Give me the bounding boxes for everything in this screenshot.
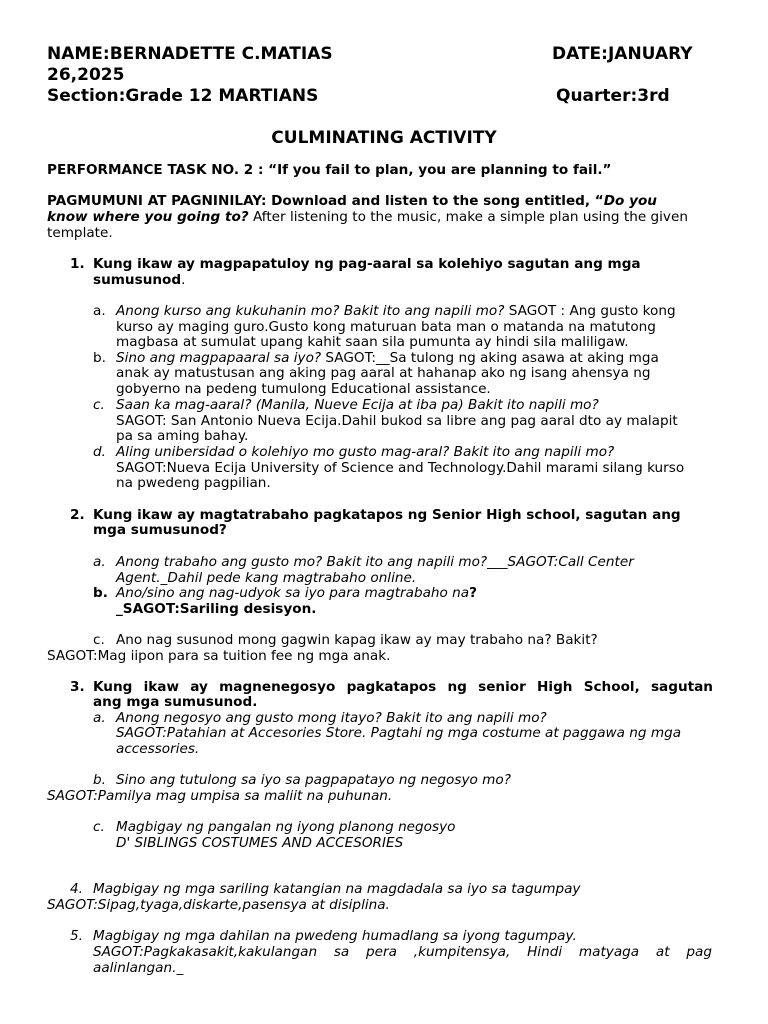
q3-word: magnenegosyo <box>219 679 336 695</box>
q3-word: senior <box>478 679 526 695</box>
q1a-line-1 <box>116 304 676 320</box>
q3-word: School, <box>583 679 640 695</box>
q5-word: ,kumpitensya, <box>413 944 511 960</box>
page-title: CULMINATING ACTIVITY <box>271 128 497 148</box>
q5-question: Magbigay ng mga dahilan na pwedeng humadlang sa iyong tagumpay. <box>93 928 577 944</box>
q5-word: SAGOT:Pagkakasakit,kakulangan <box>93 944 318 960</box>
q5-word: at <box>655 944 670 960</box>
q5-answer-line-2: aalinlangan._ <box>93 960 184 976</box>
q3-word: High <box>537 679 573 695</box>
q2a-letter: a. <box>93 554 106 570</box>
q3a-answer-line-1: SAGOT:Patahian at Accesories Store. Pagtahi ng mga costume at paggawa ng mga <box>116 725 682 741</box>
intro-line-1 <box>47 194 657 210</box>
q1c-letter: c. <box>93 397 105 413</box>
q3b-letter: b. <box>93 772 106 788</box>
q2a-line-1: Anong trabaho ang gusto mo? Bakit ito ang napili mo?___SAGOT:Call Center <box>116 554 634 570</box>
q3a-question: Anong negosyo ang gusto mong itayo? Bakit ito ang napili mo? <box>116 710 547 726</box>
q3a-answer-line-2: accessories. <box>116 741 200 757</box>
q2c-answer: SAGOT:Mag iipon para sa tuition fee ng mga anak. <box>47 648 391 664</box>
q4-question: Magbigay ng mga sariling katangian na magdadala sa iyo sa tagumpay <box>93 881 581 897</box>
q1-question-line-1: Kung ikaw ay magpapatuloy ng pag-aaral sa kolehiyo sagutan ang mga <box>93 256 641 272</box>
q1b-line-3: gobyerno na pedeng tumulong Educational assistance. <box>116 381 491 397</box>
q2-question-line-1: Kung ikaw ay magtatrabaho pagkatapos ng Senior High school, sagutan ang <box>93 507 681 523</box>
q3c-answer: D' SIBLINGS COSTUMES AND ACCESORIES <box>116 835 404 851</box>
q1d-answer-line-2: na pwedeng pagpilian. <box>116 475 271 491</box>
date-label: DATE:JANUARY <box>552 44 693 64</box>
intro-label: PAGMUMUNI AT PAGNINILAY: Download and listen to the song entitled, “ <box>47 193 604 209</box>
q2a-line-2: Agent._Dahil pede kang magtrabaho online. <box>116 570 417 586</box>
intro-song-title: Do you <box>603 193 657 209</box>
q3-word: ng <box>447 679 467 695</box>
q5-word: pag <box>686 944 712 960</box>
q3-word: ay <box>190 679 208 695</box>
q5-number: 5. <box>70 928 83 944</box>
q3c-letter: c. <box>93 819 105 835</box>
performance-task-quote: “If you fail to plan, you are planning to fail.” <box>268 162 612 178</box>
q4-number: 4. <box>70 881 83 897</box>
q3b-question: Sino ang tutulong sa iyo sa pagpapatayo ng negosyo mo? <box>116 772 511 788</box>
q2b-answer: _SAGOT:Sariling desisyon. <box>116 601 317 617</box>
q1b-letter: b. <box>93 350 106 366</box>
intro-song-title-cont: know where you going to? <box>47 209 249 225</box>
intro-instructions: After listening to the music, make a simple plan using the given <box>248 209 688 225</box>
q2-question-line-2: mga sumusunod? <box>93 522 227 538</box>
q3-question-line-2: ang mga sumusunod. <box>93 694 258 710</box>
intro-line-3: template. <box>47 225 113 241</box>
intro-line-2 <box>47 210 688 226</box>
q2-number: 2. <box>70 507 85 523</box>
q5-word: Hindi <box>527 944 563 960</box>
q1c-answer-line-1: SAGOT: San Antonio Nueva Ecija.Dahil bukod sa libre ang pag aaral dto ay malapit <box>116 413 678 429</box>
q1d-letter: d. <box>93 444 106 460</box>
q5-word: pera <box>366 944 397 960</box>
q3-word: Kung <box>93 679 133 695</box>
q2b-question: Ano/sino ang nag-udyok sa iyo para magtrabaho na <box>116 585 470 601</box>
performance-task-label: PERFORMANCE TASK NO. 2 : <box>47 162 264 178</box>
q1d-answer-line-1: SAGOT:Nueva Ecija University of Science and Technology.Dahil marami silang kurso <box>116 460 685 476</box>
q1-number: 1. <box>70 256 85 272</box>
q1c-answer-line-2: pa sa aming bahay. <box>116 428 249 444</box>
q5-word: matyaga <box>578 944 640 960</box>
q1b-line-2: anak ay matustusan ang aking pag aaral at hahanap ako ng isang ahensya ng <box>116 365 651 381</box>
date-continuation: 26,2025 <box>47 65 125 85</box>
q3-word: ikaw <box>143 679 180 695</box>
q1a-line-2: kurso ay maging guro.Gusto kong maturuan bata man o matanda na matutong <box>116 319 656 335</box>
quarter-label: Quarter:3rd <box>556 86 670 106</box>
q3-word: pagkatapos <box>346 679 437 695</box>
q3c-question: Magbigay ng pangalan ng iyong planong negosyo <box>116 819 456 835</box>
q1a-answer: SAGOT : Ang gusto kong <box>504 303 676 319</box>
q4-answer: SAGOT:Sipag,tyaga,diskarte,pasensya at disiplina. <box>47 897 390 913</box>
q5-word: sa <box>333 944 350 960</box>
q2c-question: Ano nag susunod mong gagwin kapag ikaw ay may trabaho na? Bakit? <box>116 632 598 648</box>
section-label: Section:Grade 12 MARTIANS <box>47 86 319 106</box>
q1b-question: Sino ang magpapaaral sa iyo? <box>116 350 322 366</box>
q1a-letter: a. <box>93 303 106 319</box>
q1a-question: Anong kurso ang kukuhanin mo? Bakit ito ang napili mo? <box>116 303 505 319</box>
q3-number: 3. <box>70 679 85 695</box>
q1-question-line-2: sumusunod. <box>93 272 186 288</box>
q1d-question: Aling unibersidad o kolehiyo mo gusto mag-aral? Bakit ito ang napili mo? <box>116 444 615 460</box>
performance-task <box>47 163 611 179</box>
q2c-letter: c. <box>93 632 105 648</box>
student-name: NAME:BERNADETTE C.MATIAS <box>47 44 333 64</box>
q2b-line-1 <box>116 586 477 602</box>
q1a-line-3: magbasa at sumulat upang kahit saan sila pumunta ay hindi sila maliligaw. <box>116 334 629 350</box>
q1c-question: Saan ka mag-aaral? (Manila, Nueve Ecija at iba pa) Bakit ito napili mo? <box>116 397 599 413</box>
q2b-question-mark: ? <box>469 585 477 601</box>
q1-question-text: sumusunod <box>93 272 182 288</box>
q3a-letter: a. <box>93 710 106 726</box>
q1b-answer: SAGOT:__Sa tulong ng aking asawa at aking mga <box>321 350 659 366</box>
q3-word: sagutan <box>650 679 713 695</box>
q5-answer-line-1 <box>93 945 712 961</box>
q3b-answer: SAGOT:Pamilya mag umpisa sa maliit na puhunan. <box>47 788 393 804</box>
q2b-letter: b. <box>93 585 108 601</box>
